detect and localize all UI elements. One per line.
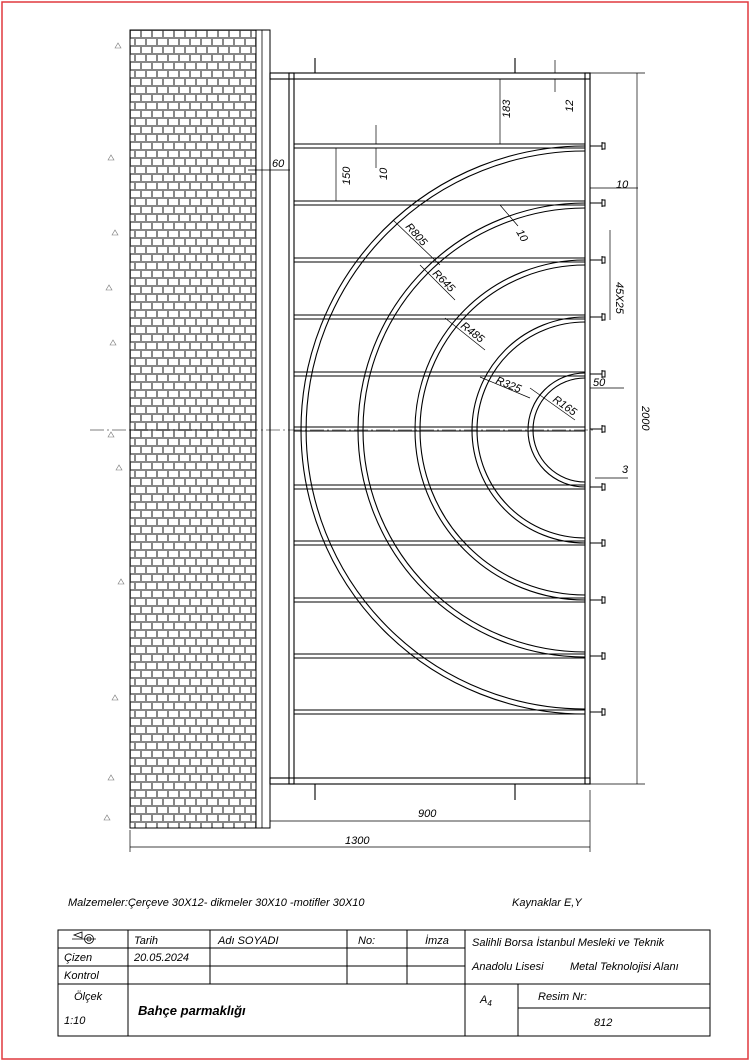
dim-12: 12 (564, 99, 576, 112)
bolts (590, 142, 605, 716)
signature-header: İmza (425, 935, 449, 947)
department: Metal Teknolojisi Alanı (570, 961, 679, 973)
sources-note: Kaynaklar E,Y (512, 897, 582, 909)
dim-50: 50 (593, 377, 606, 389)
radius-r485: R485 (458, 319, 487, 346)
drawing-no-value: 812 (594, 1017, 613, 1029)
radius-r645: R645 (429, 267, 457, 295)
name-header: Adı SOYADI (218, 935, 279, 947)
drawn-date: 20.05.2024 (134, 952, 190, 964)
brick-wall (100, 30, 270, 828)
date-header: Tarih (134, 935, 159, 947)
dim-10-right: 10 (616, 179, 629, 191)
scale-value: 1:10 (64, 1015, 86, 1027)
radius-r325: R325 (493, 374, 523, 396)
drawing-title: Bahçe parmaklığı (138, 1003, 246, 1018)
school-line-1: Salihli Borsa İstanbul Mesleki ve Teknik (472, 937, 665, 949)
dim-183: 183 (501, 99, 513, 118)
projection-symbol-icon (72, 932, 96, 944)
dim-45x25: 45X25 (613, 282, 625, 314)
materials-note: Malzemeler:Çerçeve 30X12- dikmeler 30X10 -motifler 30X10 (68, 897, 365, 909)
dim-900: 900 (418, 808, 437, 820)
gate-frame (270, 58, 590, 800)
horizontal-bars (294, 144, 585, 714)
drawn-label: Çizen (64, 952, 93, 964)
paper-size: $A_4$ (480, 994, 492, 1008)
radius-r805: R805 (402, 220, 430, 249)
dim-10-top: 10 (378, 167, 390, 180)
no-header: No: (358, 935, 376, 947)
dim-150: 150 (341, 166, 353, 185)
dimension-labels (272, 99, 651, 847)
dim-1300: 1300 (345, 835, 370, 847)
scale-label: Ölçek (74, 991, 103, 1003)
checked-label: Kontrol (64, 970, 99, 982)
drawing-no-label: Resim Nr: (538, 991, 587, 1003)
dim-10-diag: 10 (513, 227, 530, 245)
dim-3: 3 (622, 464, 629, 476)
radius-r165: R165 (550, 393, 579, 419)
dim-60: 60 (272, 158, 285, 170)
school-line-2: Anadolu Lisesi (472, 961, 544, 973)
dim-2000: 2000 (639, 406, 651, 431)
